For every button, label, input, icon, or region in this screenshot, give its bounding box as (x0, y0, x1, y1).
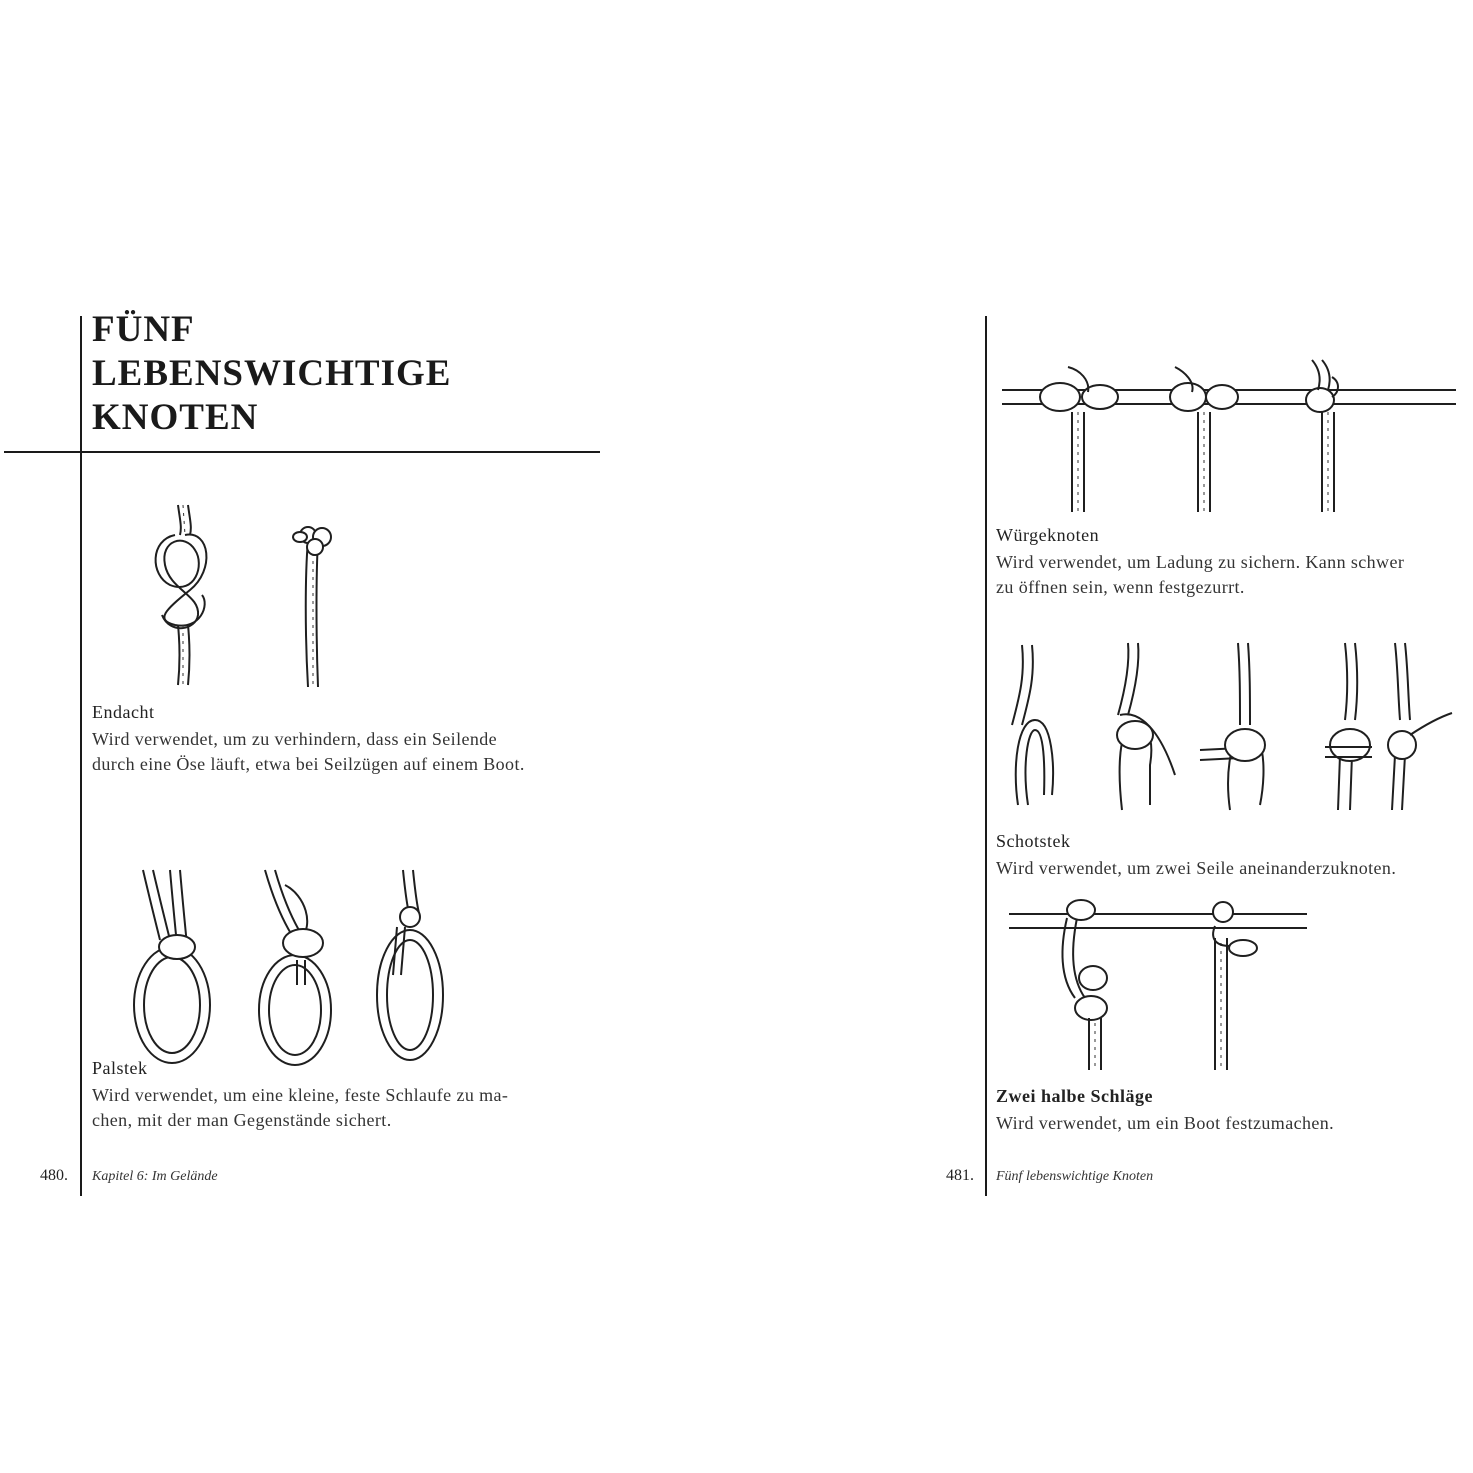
knot-description-schotstek (996, 856, 1471, 881)
knot-description-zwei-halbe-schlaege (996, 1111, 1471, 1136)
description-line: Wird verwendet, um eine kleine, feste Schlaufe zu ma- (92, 1085, 509, 1105)
knot-description-endacht (92, 727, 592, 777)
title-line-3: KNOTEN (92, 397, 259, 438)
title-horizontal-rule (4, 451, 600, 453)
figure-eight-knot-illustration (140, 495, 360, 695)
knot-name-endacht: Endacht (92, 702, 155, 722)
knot-description-palstek (92, 1083, 592, 1133)
title-line-2: LEBENSWICHTIGE (92, 353, 452, 394)
knot-name-schotstek: Schotstek (996, 831, 1071, 851)
bowline-knot-illustration (125, 865, 465, 1055)
clove-hitch-illustration (1000, 352, 1460, 517)
left-page-number: 480. (40, 1167, 68, 1184)
description-line: Wird verwendet, um ein Boot festzumachen. (996, 1113, 1335, 1133)
left-running-head: Kapitel 6: Im Gelände (92, 1169, 218, 1184)
description-line: Wird verwendet, um Ladung zu sichern. Kann schwer (996, 552, 1405, 572)
title-line-1: FÜNF (92, 309, 195, 350)
knot-name-palstek: Palstek (92, 1058, 148, 1078)
right-page-vertical-rule (985, 316, 987, 1196)
knot-description-wuergeknoten (996, 550, 1471, 600)
knot-name-wuergeknoten: Würgeknoten (996, 525, 1100, 545)
page-title (92, 308, 592, 440)
sheet-bend-illustration (1000, 635, 1465, 830)
description-line: Wird verwendet, um zu verhindern, dass ein Seilende (92, 729, 498, 749)
left-page-vertical-rule (80, 316, 82, 1196)
knot-name-zwei-halbe-schlaege: Zwei halbe Schläge (996, 1086, 1154, 1106)
description-line: zu öffnen sein, wenn festgezurrt. (996, 577, 1245, 597)
description-line: Wird verwendet, um zwei Seile aneinanderzuknoten. (996, 858, 1397, 878)
right-running-head: Fünf lebenswichtige Knoten (996, 1169, 1154, 1184)
two-half-hitches-illustration (1005, 898, 1315, 1078)
right-page-number: 481. (946, 1167, 974, 1184)
description-line: chen, mit der man Gegenstände sichert. (92, 1110, 392, 1130)
description-line: durch eine Öse läuft, etwa bei Seilzügen auf einem Boot. (92, 754, 525, 774)
